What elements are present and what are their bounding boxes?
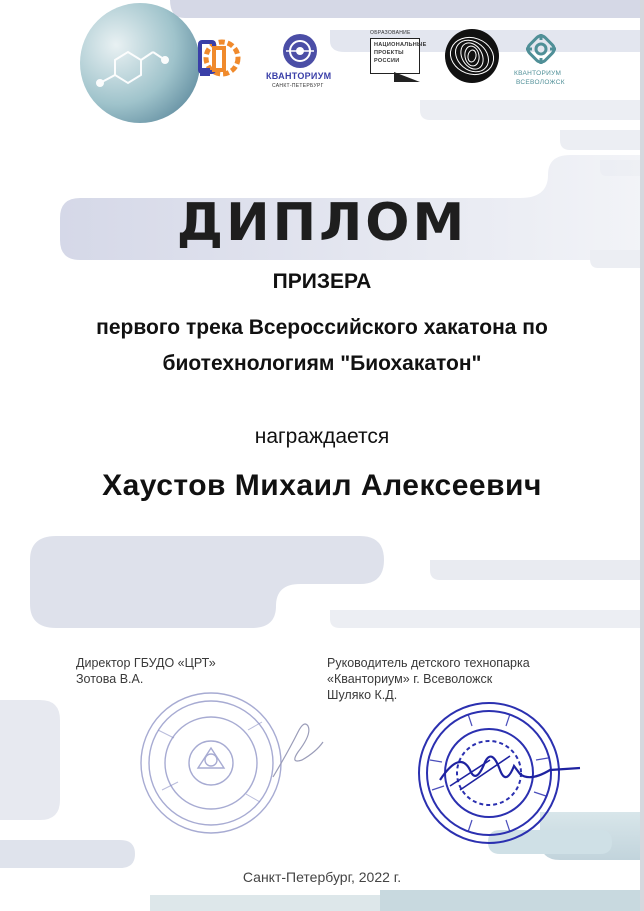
bottom-strip <box>380 890 644 911</box>
left-signer-title: Директор ГБУДО «ЦРТ» <box>76 656 216 670</box>
bottom-strip-left <box>150 895 380 911</box>
signature-right <box>327 655 597 703</box>
right-signer-name: Шуляко К.Д. <box>327 688 398 702</box>
track-line-1: первого трека Всероссийского хакатона по <box>96 316 548 339</box>
national-projects-flag-icon <box>394 72 420 82</box>
right-signature-icon <box>430 740 590 800</box>
national-projects-line3: ПРОЕКТЫ <box>374 50 404 56</box>
diploma-title: ДИПЛОМ <box>176 193 468 253</box>
track-line-2: биотехнологиям "Биохакатон" <box>162 352 482 375</box>
national-projects-logo <box>370 30 427 86</box>
top-band-1 <box>170 0 644 18</box>
diploma-subtitle: ПРИЗЕРА <box>272 270 372 293</box>
kvantorium-vsevolozhsk-name: КВАНТОРИУМ <box>514 70 562 77</box>
right-band-2 <box>560 130 644 150</box>
national-projects-line2: НАЦИОНАЛЬНЫЕ <box>374 42 427 48</box>
national-projects-line1: ОБРАЗОВАНИЕ <box>370 30 411 36</box>
spiral-logo-icon <box>444 28 500 84</box>
lower-band-right-2 <box>330 610 644 628</box>
left-signer-name: Зотова В.А. <box>76 672 144 686</box>
lower-band-right <box>430 560 644 580</box>
kvantorium-spb-name: КВАНТОРИУМ <box>266 71 332 81</box>
diploma-track <box>40 310 604 382</box>
right-band-1 <box>420 100 644 120</box>
bottom-left-shape <box>0 700 60 820</box>
place-and-date: Санкт-Петербург, 2022 г. <box>242 869 402 885</box>
kvantorium-vsevolozhsk-logo-icon <box>524 32 558 66</box>
left-signature-icon <box>268 712 328 782</box>
logos-row <box>190 28 580 98</box>
bottom-band-left <box>0 840 135 868</box>
crt-logo-icon <box>196 34 242 82</box>
signature-left <box>76 655 296 687</box>
kvantorium-spb-city: САНКТ-ПЕТЕРБУРГ <box>272 83 324 89</box>
kvantorium-vsevolozhsk-city: ВСЕВОЛОЖСК <box>516 79 565 86</box>
page-edge <box>640 0 644 911</box>
right-signer-title-line2: «Кванториум» г. Всеволожск <box>327 672 493 686</box>
awarded-label: награждается <box>254 425 390 448</box>
crt-stamp-icon <box>138 690 284 836</box>
national-projects-line4: РОССИИ <box>374 58 400 64</box>
right-signer-title-line1: Руководитель детского технопарка <box>327 656 530 670</box>
kvantorium-spb-logo-icon <box>282 33 318 69</box>
winner-name: Хаустов Михаил Алексеевич <box>102 469 542 502</box>
